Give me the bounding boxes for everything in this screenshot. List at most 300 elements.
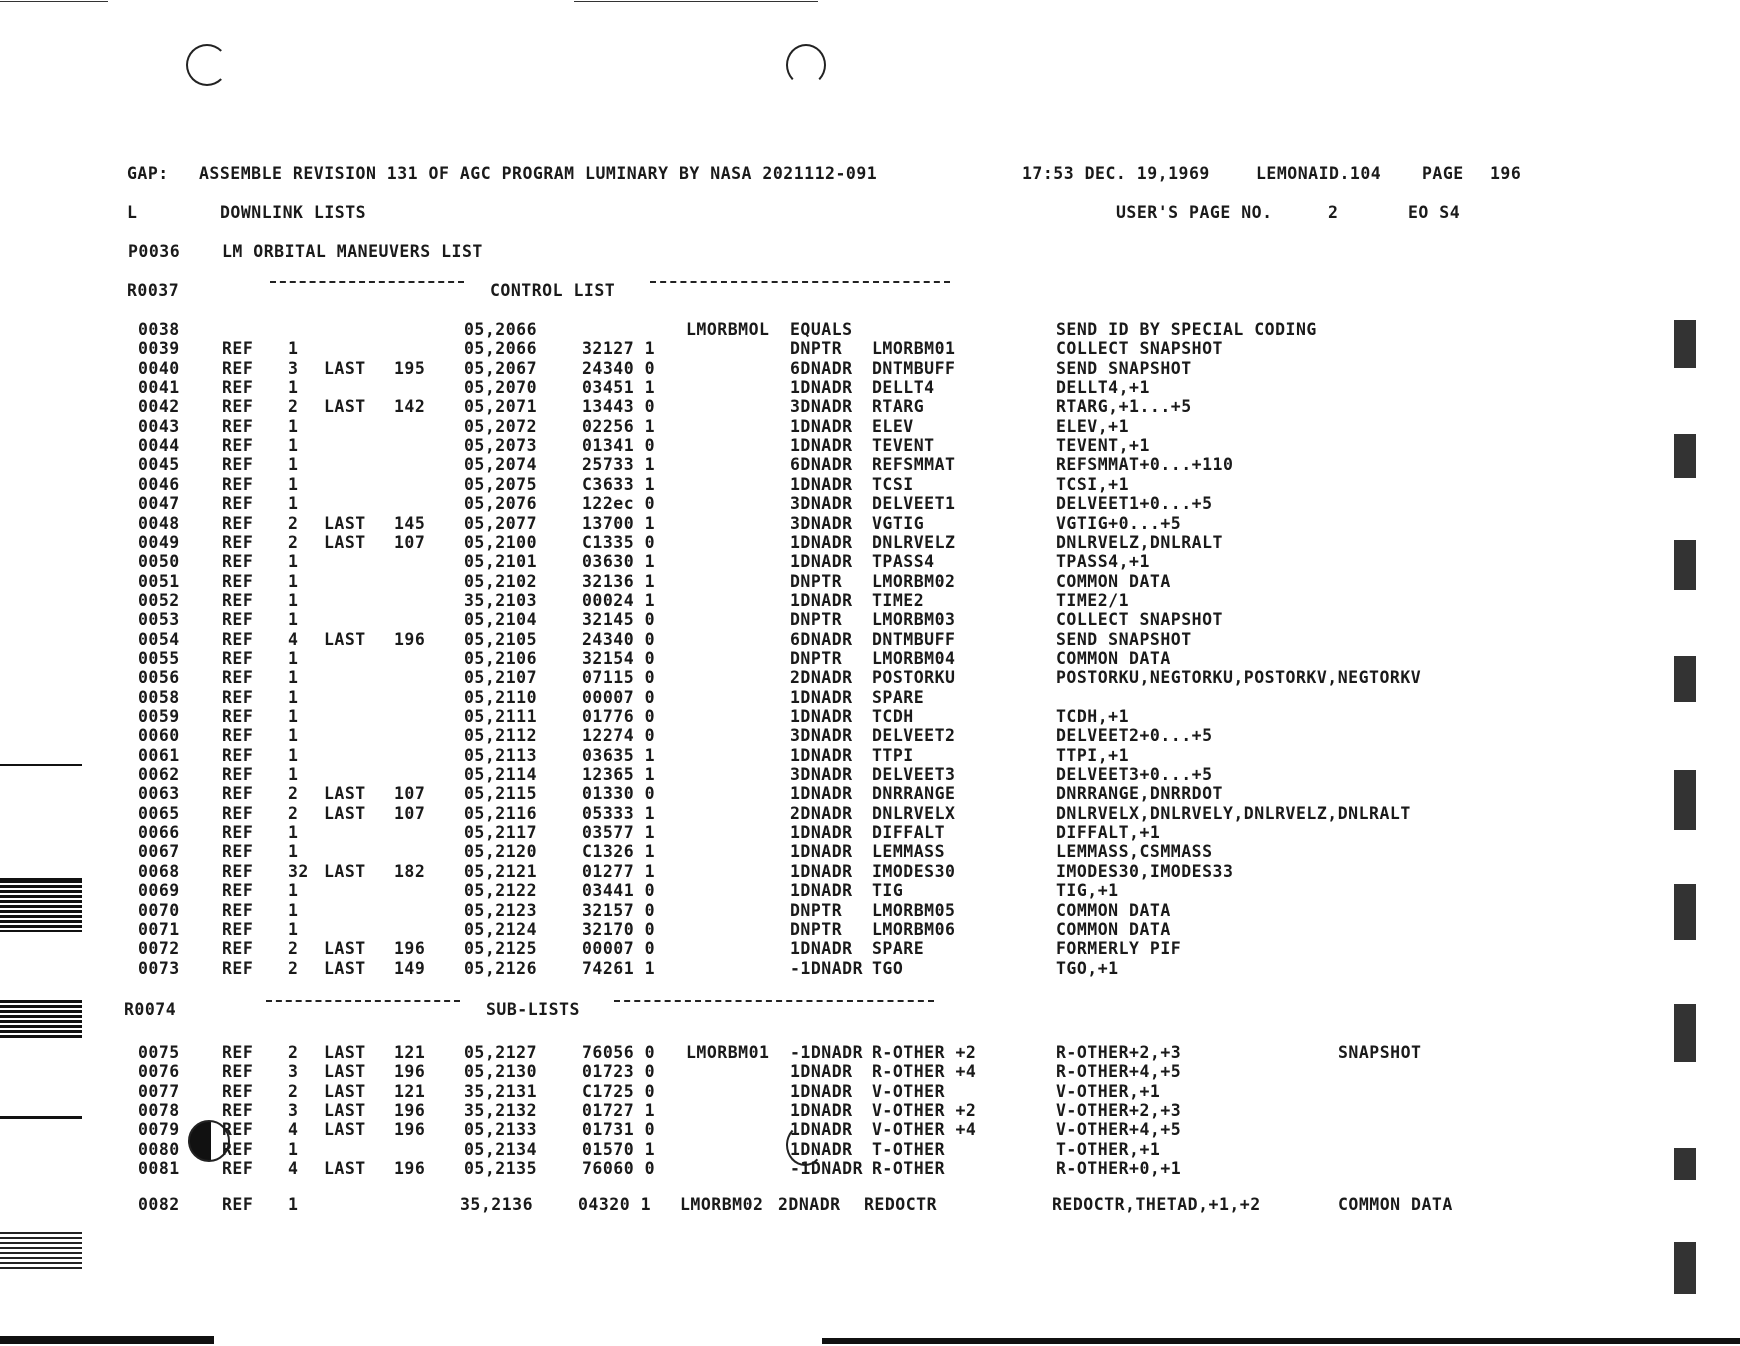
opcode-field: 1DNADR xyxy=(790,745,853,765)
comment-field: TCSI,+1 xyxy=(1056,474,1130,494)
listing-row xyxy=(0,1140,1740,1160)
opcode-field: 1DNADR xyxy=(790,784,853,804)
ref-field: REF xyxy=(222,1120,254,1140)
listing-row xyxy=(0,804,1740,824)
ref-field: REF xyxy=(222,648,254,668)
count-field: 1 xyxy=(288,881,299,901)
operand-field: REFSMMAT xyxy=(872,455,956,475)
operand-field: V-OTHER +2 xyxy=(872,1100,977,1120)
listing-row xyxy=(0,494,1740,514)
count-field: 2 xyxy=(288,532,299,552)
ref-field: REF xyxy=(222,765,254,785)
comment-field: TIG,+1 xyxy=(1056,881,1119,901)
listing-row xyxy=(0,765,1740,785)
opcode-field: DNPTR xyxy=(790,648,843,668)
opcode-field: 6DNADR xyxy=(790,629,853,649)
line-number: 0080 xyxy=(138,1139,180,1159)
octal-field: 01731 0 xyxy=(582,1120,656,1140)
address-field: 05,2117 xyxy=(464,823,538,843)
listing-row xyxy=(0,339,1740,359)
opcode-field: 3DNADR xyxy=(790,513,853,533)
listing-row xyxy=(0,901,1740,921)
line-number: 0059 xyxy=(138,707,180,726)
operand-field: DNTMBUFF xyxy=(872,629,956,649)
listing-row xyxy=(0,455,1740,475)
comment-field: LEMMASS,CSMMASS xyxy=(1056,842,1213,862)
last-number: 196 xyxy=(394,629,426,649)
opcode-field: 6DNADR xyxy=(790,455,853,475)
comment-field: T-OTHER,+1 xyxy=(1056,1139,1161,1159)
address-field: 05,2120 xyxy=(464,842,538,862)
listing-row xyxy=(0,533,1740,553)
octal-field: 01277 1 xyxy=(582,861,656,881)
opcode-field: -1DNADR xyxy=(790,958,864,978)
last-field: LAST xyxy=(324,803,366,823)
punch-hole-top-left xyxy=(186,44,228,86)
address-field: 05,2105 xyxy=(464,629,538,649)
count-field: 1 xyxy=(288,1195,299,1214)
line-number: 0052 xyxy=(138,590,180,610)
extra-field: SNAPSHOT xyxy=(1338,1043,1422,1062)
last-number: 196 xyxy=(394,1100,426,1120)
listing-row xyxy=(0,920,1740,940)
octal-field: 13443 0 xyxy=(582,397,656,417)
opcode-field: DNPTR xyxy=(790,339,843,359)
listing-row xyxy=(0,1043,1740,1063)
comment-field: REDOCTR,THETAD,+1,+2 xyxy=(1052,1195,1261,1214)
octal-field: 76056 0 xyxy=(582,1043,656,1062)
control-list-header xyxy=(0,281,1740,301)
listing-row xyxy=(0,1082,1740,1102)
address-field: 05,2071 xyxy=(464,397,538,417)
line-number: 0069 xyxy=(138,881,180,901)
line-number: 0048 xyxy=(138,513,180,533)
last-field: LAST xyxy=(324,532,366,552)
count-field: 3 xyxy=(288,1062,299,1082)
line-number: 0070 xyxy=(138,900,180,920)
opcode-field: 1DNADR xyxy=(790,416,853,436)
count-field: 1 xyxy=(288,823,299,843)
listing-row xyxy=(0,746,1740,766)
opcode-field: 2DNADR xyxy=(790,668,853,688)
ref-field: REF xyxy=(222,513,254,533)
octal-field: 03630 1 xyxy=(582,552,656,572)
octal-field: 03635 1 xyxy=(582,745,656,765)
listing-row xyxy=(0,649,1740,669)
address-field: 35,2131 xyxy=(464,1081,538,1101)
count-field: 2 xyxy=(288,1043,299,1062)
octal-field: 32127 1 xyxy=(582,339,656,359)
page-number: 196 xyxy=(1490,164,1522,183)
line-number: 0079 xyxy=(138,1120,180,1140)
ref-field: REF xyxy=(222,339,254,359)
count-field: 1 xyxy=(288,455,299,475)
line-number: 0061 xyxy=(138,745,180,765)
line-number: 0081 xyxy=(138,1158,180,1178)
comment-field: DIFFALT,+1 xyxy=(1056,823,1161,843)
operand-field: R-OTHER +4 xyxy=(872,1062,977,1082)
octal-field: 05333 1 xyxy=(582,803,656,823)
operand-field: V-OTHER +4 xyxy=(872,1120,977,1140)
listing-row xyxy=(0,610,1740,630)
comment-field: RTARG,+1...+5 xyxy=(1056,397,1192,417)
last-field: LAST xyxy=(324,861,366,881)
operand-field: DNLRVELZ xyxy=(872,532,956,552)
address-field: 05,2112 xyxy=(464,726,538,746)
sublists-header xyxy=(0,1000,1740,1020)
last-number: 145 xyxy=(394,513,426,533)
octal-field: 00024 1 xyxy=(582,590,656,610)
opcode-field: -1DNADR xyxy=(790,1158,864,1178)
octal-field: 02256 1 xyxy=(582,416,656,436)
address-field: 05,2074 xyxy=(464,455,538,475)
operand-field: TCSI xyxy=(872,474,914,494)
octal-field: 76060 0 xyxy=(582,1158,656,1178)
listing-row xyxy=(0,436,1740,456)
count-field: 2 xyxy=(288,803,299,823)
comment-field: DELLT4,+1 xyxy=(1056,378,1150,398)
ref-field: REF xyxy=(222,416,254,436)
opcode-field: 1DNADR xyxy=(790,881,853,901)
opcode-field: 1DNADR xyxy=(790,1062,853,1082)
listing-row xyxy=(0,707,1740,727)
ref-field: REF xyxy=(222,571,254,591)
listing-row xyxy=(0,1101,1740,1121)
address-field: 05,2073 xyxy=(464,436,538,456)
ref-field: REF xyxy=(222,590,254,610)
scan-line-top-left xyxy=(0,1,108,2)
operand-field: IMODES30 xyxy=(872,861,956,881)
opcode-field: 1DNADR xyxy=(790,1081,853,1101)
opcode-field: 1DNADR xyxy=(790,939,853,959)
octal-field: 12365 1 xyxy=(582,765,656,785)
address-field: 05,2126 xyxy=(464,958,538,978)
comment-field: V-OTHER+4,+5 xyxy=(1056,1120,1182,1140)
ref-field: REF xyxy=(222,707,254,726)
count-field: 2 xyxy=(288,784,299,804)
listing-row xyxy=(0,572,1740,592)
address-field: 05,2133 xyxy=(464,1120,538,1140)
listing-row xyxy=(0,397,1740,417)
address-field: 05,2134 xyxy=(464,1139,538,1159)
count-field: 4 xyxy=(288,1158,299,1178)
last-number: 121 xyxy=(394,1081,426,1101)
octal-field: C1725 0 xyxy=(582,1081,656,1101)
comment-field: ELEV,+1 xyxy=(1056,416,1130,436)
line-number: 0047 xyxy=(138,494,180,514)
listing-row xyxy=(0,630,1740,650)
octal-field: 32154 0 xyxy=(582,648,656,668)
octal-field: 01330 0 xyxy=(582,784,656,804)
timestamp: 17:53 DEC. 19,1969 xyxy=(1022,164,1210,183)
ref-field: REF xyxy=(222,532,254,552)
line-number: 0050 xyxy=(138,552,180,572)
count-field: 1 xyxy=(288,590,299,610)
operand-field: DELVEET3 xyxy=(872,765,956,785)
address-field: 05,2113 xyxy=(464,745,538,765)
count-field: 1 xyxy=(288,707,299,726)
address-field: 05,2115 xyxy=(464,784,538,804)
line-number: 0043 xyxy=(138,416,180,436)
ref-field: REF xyxy=(222,455,254,475)
address-field: 05,2123 xyxy=(464,900,538,920)
address-field: 05,2070 xyxy=(464,378,538,398)
line-number: 0073 xyxy=(138,958,180,978)
page-label: PAGE xyxy=(1422,164,1464,183)
operand-field: TGO xyxy=(872,958,904,978)
address-field: 35,2132 xyxy=(464,1100,538,1120)
line-number: 0040 xyxy=(138,358,180,378)
octal-field: 03441 0 xyxy=(582,881,656,901)
last-number: 196 xyxy=(394,939,426,959)
opcode-field: DNPTR xyxy=(790,571,843,591)
listing-row xyxy=(0,1062,1740,1082)
comment-field: TIME2/1 xyxy=(1056,590,1130,610)
last-field: LAST xyxy=(324,1081,366,1101)
operand-field: TIME2 xyxy=(872,590,925,610)
comment-field: TEVENT,+1 xyxy=(1056,436,1150,456)
opcode-field: 1DNADR xyxy=(790,823,853,843)
line-number: 0053 xyxy=(138,610,180,630)
line-number: 0071 xyxy=(138,919,180,939)
sublists-title: SUB-LISTS xyxy=(486,1000,580,1019)
count-field: 1 xyxy=(288,436,299,456)
comment-field: SEND SNAPSHOT xyxy=(1056,358,1192,378)
operand-field: DELVEET2 xyxy=(872,726,956,746)
line-number: 0068 xyxy=(138,861,180,881)
octal-field: 32170 0 xyxy=(582,919,656,939)
count-field: 2 xyxy=(288,1081,299,1101)
listing-row xyxy=(0,939,1740,959)
octal-field: 01341 0 xyxy=(582,436,656,456)
opcode-field: 3DNADR xyxy=(790,397,853,417)
last-number: 107 xyxy=(394,784,426,804)
count-field: 1 xyxy=(288,900,299,920)
line-number: 0082 xyxy=(138,1195,180,1214)
ref-field: REF xyxy=(222,687,254,707)
last-field: LAST xyxy=(324,397,366,417)
address-field: 05,2072 xyxy=(464,416,538,436)
octal-field: 01570 1 xyxy=(582,1139,656,1159)
octal-field: 74261 1 xyxy=(582,958,656,978)
line-number: 0051 xyxy=(138,571,180,591)
ref-field: REF xyxy=(222,881,254,901)
ref-field: REF xyxy=(222,378,254,398)
octal-field: 24340 0 xyxy=(582,629,656,649)
count-field: 3 xyxy=(288,358,299,378)
count-field: 1 xyxy=(288,648,299,668)
ref-field: REF xyxy=(222,958,254,978)
rule-right xyxy=(650,281,950,283)
address-field: 05,2130 xyxy=(464,1062,538,1082)
address-field: 05,2077 xyxy=(464,513,538,533)
comment-field: POSTORKU,NEGTORKU,POSTORKV,NEGTORKV xyxy=(1056,668,1422,688)
address-field: 35,2136 xyxy=(460,1195,534,1214)
address-field: 05,2066 xyxy=(464,339,538,359)
last-number: 107 xyxy=(394,532,426,552)
address-field: 05,2075 xyxy=(464,474,538,494)
comment-field: IMODES30,IMODES33 xyxy=(1056,861,1234,881)
operand-field: TIG xyxy=(872,881,904,901)
tag-field: LMORBMOL xyxy=(686,320,770,339)
listing-row xyxy=(0,784,1740,804)
ref-field: REF xyxy=(222,1062,254,1082)
octal-field: 32157 0 xyxy=(582,900,656,920)
count-field: 1 xyxy=(288,378,299,398)
extra-field: COMMON DATA xyxy=(1338,1195,1453,1214)
opcode-field: 2DNADR xyxy=(778,1195,841,1214)
address-field: 05,2116 xyxy=(464,803,538,823)
line-number: 0066 xyxy=(138,823,180,843)
operand-field: R-OTHER xyxy=(872,1158,946,1178)
operand-field: LMORBM06 xyxy=(872,919,956,939)
count-field: 1 xyxy=(288,474,299,494)
ref-field: REF xyxy=(222,552,254,572)
opcode-field: 3DNADR xyxy=(790,765,853,785)
last-field: LAST xyxy=(324,958,366,978)
comment-field: TPASS4,+1 xyxy=(1056,552,1150,572)
octal-field: C1326 1 xyxy=(582,842,656,862)
octal-field: C3633 1 xyxy=(582,474,656,494)
ref-field: REF xyxy=(222,358,254,378)
edge-mark-right-9 xyxy=(1674,1242,1696,1294)
comment-field: FORMERLY PIF xyxy=(1056,939,1182,959)
punch-hole-top-center xyxy=(786,44,826,86)
operand-field: LMORBM02 xyxy=(872,571,956,591)
last-number: 142 xyxy=(394,397,426,417)
opcode-field: 3DNADR xyxy=(790,726,853,746)
listing-row xyxy=(0,668,1740,688)
count-field: 1 xyxy=(288,745,299,765)
octal-field: 00007 0 xyxy=(582,687,656,707)
address-field: 35,2103 xyxy=(464,590,538,610)
last-field: LAST xyxy=(324,629,366,649)
ref-field: REF xyxy=(222,494,254,514)
count-field: 2 xyxy=(288,958,299,978)
comment-field: COMMON DATA xyxy=(1056,648,1171,668)
last-field: LAST xyxy=(324,358,366,378)
listing-row xyxy=(0,359,1740,379)
octal-field: 122ec 0 xyxy=(582,494,656,514)
ref-field: REF xyxy=(222,823,254,843)
operand-field: DELLT4 xyxy=(872,378,935,398)
operand-field: TCDH xyxy=(872,707,914,726)
scan-line-top-mid xyxy=(574,1,818,2)
opcode-field: EQUALS xyxy=(790,320,853,339)
opcode-field: DNPTR xyxy=(790,919,843,939)
control-title: CONTROL LIST xyxy=(490,281,616,300)
listing-row xyxy=(0,862,1740,882)
header-line xyxy=(0,164,1740,184)
octal-field: 03451 1 xyxy=(582,378,656,398)
octal-field: 07115 0 xyxy=(582,668,656,688)
address-field: 05,2107 xyxy=(464,668,538,688)
operand-field: TTPI xyxy=(872,745,914,765)
ref-field: REF xyxy=(222,1158,254,1178)
listing-row xyxy=(0,1159,1740,1179)
line-number: 0062 xyxy=(138,765,180,785)
assemble-text: ASSEMBLE REVISION 131 OF AGC PROGRAM LUMINARY BY NASA 2021112-091 xyxy=(199,164,878,183)
ref-field: REF xyxy=(222,784,254,804)
eo-label: EO S4 xyxy=(1408,203,1461,222)
address-field: 05,2122 xyxy=(464,881,538,901)
listing-row xyxy=(0,688,1740,708)
opcode-field: 6DNADR xyxy=(790,358,853,378)
ref-field: REF xyxy=(222,474,254,494)
comment-field: DNRRANGE,DNRRDOT xyxy=(1056,784,1223,804)
comment-field: R-OTHER+2,+3 xyxy=(1056,1043,1182,1062)
operand-field: V-OTHER xyxy=(872,1081,946,1101)
ref-field: REF xyxy=(222,1043,254,1062)
comment-field: DNLRVELZ,DNLRALT xyxy=(1056,532,1223,552)
line-number: 0045 xyxy=(138,455,180,475)
line-number: 0076 xyxy=(138,1062,180,1082)
address-field: 05,2124 xyxy=(464,919,538,939)
comment-field: COMMON DATA xyxy=(1056,919,1171,939)
count-field: 1 xyxy=(288,668,299,688)
ref-field: REF xyxy=(222,1081,254,1101)
operand-field: REDOCTR xyxy=(864,1195,938,1214)
operand-field: LMORBM03 xyxy=(872,610,956,630)
operand-field: RTARG xyxy=(872,397,925,417)
listing-row xyxy=(0,320,1740,340)
comment-field: COLLECT SNAPSHOT xyxy=(1056,610,1223,630)
line-number: 0054 xyxy=(138,629,180,649)
listing-row xyxy=(0,552,1740,572)
count-field: 4 xyxy=(288,1120,299,1140)
opcode-field: 1DNADR xyxy=(790,590,853,610)
last-field: LAST xyxy=(324,1100,366,1120)
last-number: 196 xyxy=(394,1062,426,1082)
last-number: 149 xyxy=(394,958,426,978)
count-field: 1 xyxy=(288,1139,299,1159)
comment-field: R-OTHER+0,+1 xyxy=(1056,1158,1182,1178)
count-field: 1 xyxy=(288,726,299,746)
comment-field: REFSMMAT+0...+110 xyxy=(1056,455,1234,475)
users-page-number: 2 xyxy=(1328,203,1339,222)
octal-field: 32136 1 xyxy=(582,571,656,591)
operand-field: VGTIG xyxy=(872,513,925,533)
octal-field: 03577 1 xyxy=(582,823,656,843)
opcode-field: 1DNADR xyxy=(790,552,853,572)
opcode-field: 1DNADR xyxy=(790,707,853,726)
last-number: 107 xyxy=(394,803,426,823)
operand-field: SPARE xyxy=(872,939,925,959)
sublists-code: R0074 xyxy=(124,1000,177,1019)
ref-field: REF xyxy=(222,919,254,939)
operand-field: LMORBM04 xyxy=(872,648,956,668)
operand-field: TPASS4 xyxy=(872,552,935,572)
octal-field: 01776 0 xyxy=(582,707,656,726)
opcode-field: 1DNADR xyxy=(790,861,853,881)
opcode-field: 1DNADR xyxy=(790,474,853,494)
line-number: 0041 xyxy=(138,378,180,398)
listing-row xyxy=(0,881,1740,901)
count-field: 1 xyxy=(288,339,299,359)
opcode-field: DNPTR xyxy=(790,610,843,630)
operand-field: ELEV xyxy=(872,416,914,436)
count-field: 1 xyxy=(288,919,299,939)
comment-field: DELVEET3+0...+5 xyxy=(1056,765,1213,785)
octal-field: 00007 0 xyxy=(582,939,656,959)
ref-field: REF xyxy=(222,939,254,959)
last-field: LAST xyxy=(324,784,366,804)
line-number: 0046 xyxy=(138,474,180,494)
ref-field: REF xyxy=(222,668,254,688)
last-number: 195 xyxy=(394,358,426,378)
last-field: LAST xyxy=(324,1043,366,1062)
address-field: 05,2121 xyxy=(464,861,538,881)
